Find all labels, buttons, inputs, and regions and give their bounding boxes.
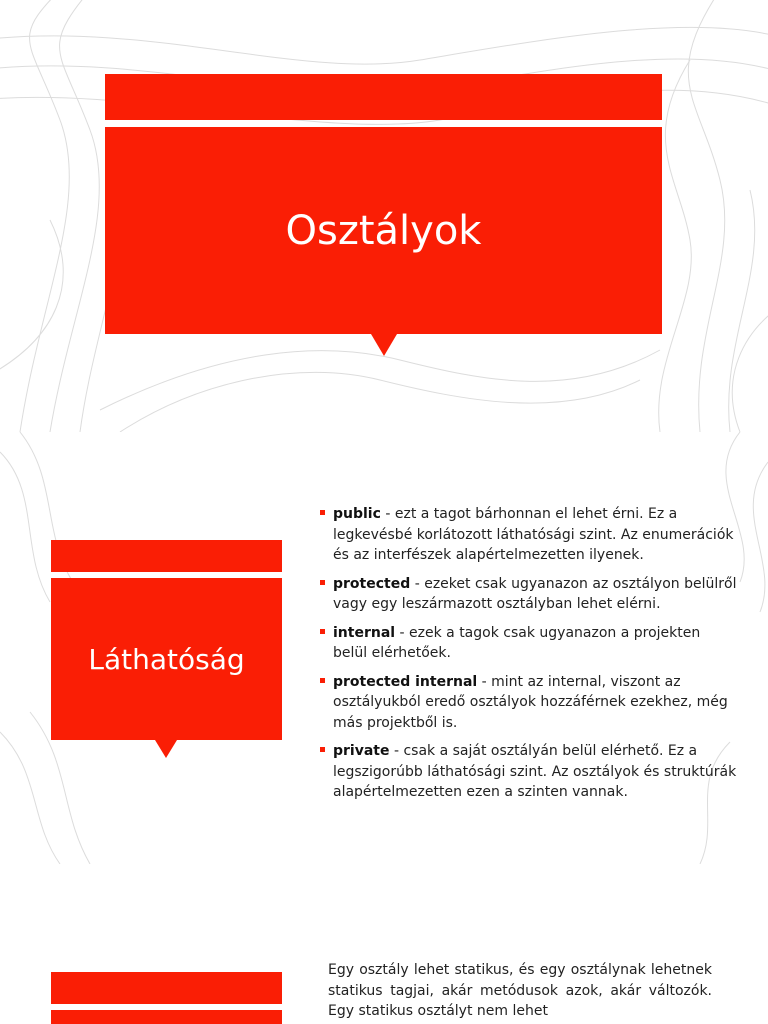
list-item bbox=[318, 741, 738, 803]
title-pointer bbox=[371, 334, 397, 356]
bullet-text: - mint az internal, viszont az osztályukból eredő osztályok hozzáférnek ezekhez, még más projektből is. bbox=[333, 673, 728, 731]
list-item bbox=[318, 672, 738, 734]
bullet-text: - ezek a tagok csak ugyanazon a projekten belül elérhetőek. bbox=[333, 624, 701, 661]
slide-title-text: Osztályok bbox=[285, 207, 482, 254]
bullet-text: - csak a saját osztályán belül elérhető. Ez a legszigorúbb láthatósági szint. Az osztályok és struktúrák alapértelmezetten ezen a szinten vannak. bbox=[333, 743, 737, 800]
list-item bbox=[318, 574, 738, 615]
title-pointer bbox=[155, 740, 177, 758]
body-paragraph: Egy osztály lehet statikus, és egy osztálynak lehetnek statikus tagjai, akár metódusok azok, akár változók. Egy statikus osztályt nem lehet bbox=[328, 962, 712, 1019]
header-accent-bar bbox=[51, 972, 282, 1004]
bullet-term: private bbox=[333, 743, 390, 759]
header-accent-bar bbox=[51, 540, 282, 572]
list-item bbox=[318, 623, 738, 664]
header-accent-bar bbox=[105, 74, 662, 120]
slide-static bbox=[0, 864, 768, 1024]
slide-visibility bbox=[0, 432, 768, 864]
bullet-text: - ezeket csak ugyanazon az osztályon belülről vagy egy leszármazott osztályban lehet elérni. bbox=[333, 575, 737, 612]
slide-title-text: Láthatóság bbox=[88, 642, 245, 676]
slide-title bbox=[0, 0, 768, 432]
bullet-text: - ezt a tagot bárhonnan el lehet érni. Ez a legkevésbé korlátozott láthatósági szint. Az enumerációk és az interfészek alapértelmezetten ilyenek. bbox=[333, 506, 734, 563]
bullet-term: public bbox=[333, 506, 381, 522]
title-box bbox=[51, 1010, 282, 1024]
bullet-term: protected internal bbox=[333, 673, 478, 690]
bullet-term: internal bbox=[333, 624, 396, 641]
visibility-list bbox=[318, 504, 738, 811]
bullet-term: protected bbox=[333, 575, 411, 592]
list-item bbox=[318, 504, 738, 566]
